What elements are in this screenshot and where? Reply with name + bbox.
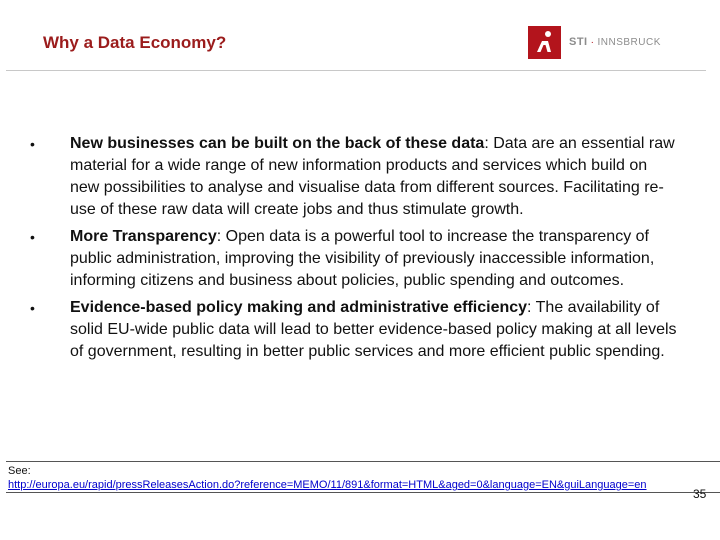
bullet-marker: • — [30, 136, 35, 152]
slide-footer — [0, 461, 720, 540]
bullet-marker: • — [30, 229, 35, 245]
logo-text-innsbruck: INNSBRUCK — [597, 36, 661, 48]
footer-reference-link[interactable]: http://europa.eu/rapid/pressReleasesAction.do?reference=MEMO/11/891&format=HTML&aged=0&language=EN&guiLanguage=en — [8, 479, 647, 491]
sti-logo-icon — [528, 26, 561, 59]
bullet-item-new-businesses — [30, 133, 680, 221]
bullet-lead-text: More Transparency — [70, 228, 217, 245]
title-divider — [6, 70, 706, 71]
slide-title: Why a Data Economy? — [43, 33, 227, 52]
bullet-marker: • — [30, 300, 35, 316]
bullet-item-transparency — [30, 226, 680, 292]
logo-separator: · — [590, 36, 595, 48]
page-number: 35 — [693, 487, 707, 501]
logo-text-sti: STI — [569, 36, 588, 48]
footer-top-rule — [6, 461, 720, 462]
footer-bottom-rule — [6, 492, 720, 493]
bullet-body-text: : The availability of solid EU-wide public data will lead to better evidence-based policy making at all levels of government, resulting in better public services and more efficient public spending. — [70, 299, 677, 360]
bullet-lead-text: Evidence-based policy making and administrative efficiency — [70, 299, 528, 316]
sti-innsbruck-logo — [528, 24, 678, 60]
bullet-body-text: : Data are an essential raw material for a wide range of new information products and services which build on new possibilities to analyse and visualise data from different sources. Facilitating re-use of these raw data will create jobs and thus stimulate growth. — [70, 135, 675, 218]
bullet-body-text: : Open data is a powerful tool to increase the transparency of public administration, improving the visibility of previously inaccessible information, informing citizens and business about policies, public spending and outcomes. — [70, 228, 655, 289]
bullet-lead-text: New businesses can be built on the back of these data — [70, 135, 485, 152]
bullet-list — [30, 133, 680, 368]
bullet-item-evidence-based-policy — [30, 297, 680, 363]
footer-see-label: See: — [8, 465, 31, 477]
